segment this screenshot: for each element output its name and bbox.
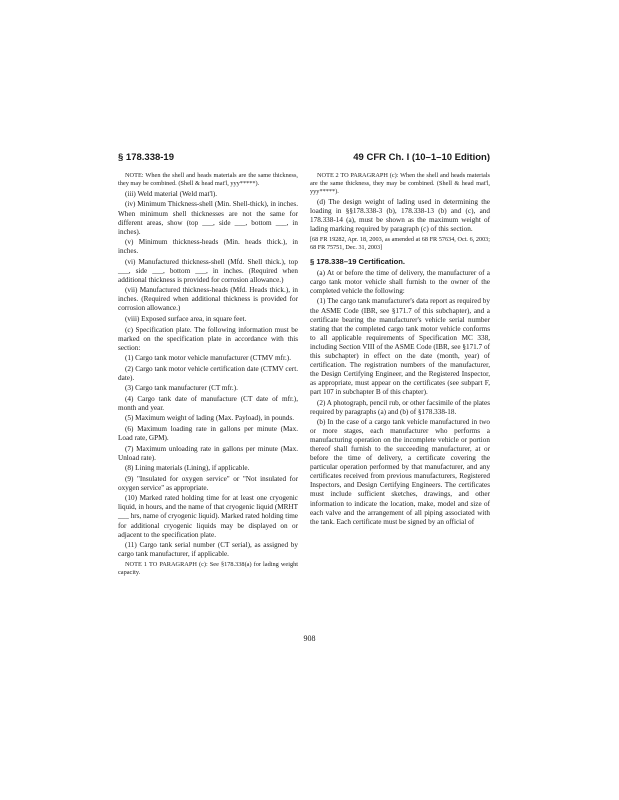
body-paragraph: (8) Lining materials (Lining), if applicable.	[125, 464, 250, 473]
body-paragraph: (4) Cargo tank date of manufacture (CT date of mfr.), month and year.	[118, 394, 298, 412]
body-paragraph: (11) Cargo tank serial number (CT serial), as assigned by cargo tank manufacturer, if applicable.	[118, 541, 298, 559]
right-column	[310, 172, 490, 528]
body-paragraph: (iv) Minimum Thickness-shell (Min. Shell-thick), in inches. When minimum shell thicknesses are not the same for different areas, show (top ___, side ___, bottom ___, in inches).	[118, 200, 298, 236]
note-paragraph: NOTE: When the shell and heads materials are the same thickness, they may be combined. (Shell & head mat'l, yyy*****).	[118, 172, 298, 188]
page-header	[118, 152, 490, 168]
body-paragraph: (6) Maximum loading rate in gallons per minute (Max. Load rate, GPM).	[118, 425, 298, 443]
body-paragraph: (iii) Weld material (Weld mat'l).	[125, 189, 218, 198]
source-citation: [68 FR 19282, Apr. 18, 2003, as amended at 68 FR 57634, Oct. 6, 2003; 68 FR 75751, Dec. 31, 2003]	[310, 235, 490, 251]
body-paragraph: (1) Cargo tank motor vehicle manufacturer (CTMV mfr.).	[125, 354, 291, 363]
note-paragraph: NOTE 1 TO PARAGRAPH (c): See §178.338(a) for lading weight capacity.	[118, 560, 298, 576]
body-paragraph: (3) Cargo tank manufacturer (CT mfr.).	[125, 384, 238, 393]
cfr-citation: 49 CFR Ch. I (10–1–10 Edition)	[353, 152, 490, 163]
body-paragraph: (viii) Exposed surface area, in square feet.	[125, 315, 247, 324]
body-paragraph: (vii) Manufactured thickness-heads (Mfd. Heads thick.), in inches. (Required when additional thickness is provided for corrosion allowance.)	[118, 286, 298, 313]
body-paragraph: (b) In the case of a cargo tank vehicle manufactured in two or more stages, each manufacturer who performs a manufacturing operation on the incomplete vehicle or portion thereof shall furnish to the succeeding manufacturer, at or before the time of delivery, a certificate covering the particular operation performed by that manufacturer, and any certificates received from previous manufacturers, Registered Inspectors, and Design Certifying Engineers. The certificates must include sufficient sketches, drawings, and other information to indicate the location, make, model and size of each valve and the arrangement of all piping associated with the tank. Each certificate must be signed by an official of	[310, 418, 490, 526]
page-number: 908	[303, 634, 316, 643]
body-paragraph: (v) Minimum thickness-heads (Min. heads thick.), in inches.	[118, 238, 298, 256]
body-paragraph: (d) The design weight of lading used in determining the loading in §§178.338-3 (b), 178.338-13 (b) and (c), and 178.338-14 (a), must be shown as the maximum weight of lading marking required by paragraph (c) of this section.	[310, 198, 490, 234]
body-paragraph: (7) Maximum unloading rate in gallons per minute (Max. Unload rate).	[118, 444, 298, 462]
section-heading: § 178.338–19 Certification.	[310, 256, 405, 266]
body-paragraph: (c) Specification plate. The following information must be marked on the specification plate in accordance with this section:	[118, 325, 298, 352]
body-paragraph: (a) At or before the time of delivery, the manufacturer of a cargo tank motor vehicle shall furnish to the owner of the completed vehicle the following:	[310, 268, 490, 295]
body-paragraph: (5) Maximum weight of lading (Max. Payload), in pounds.	[125, 414, 295, 423]
body-paragraph: (10) Marked rated holding time for at least one cryogenic liquid, in hours, and the name of that cryogenic liquid (MRHT ___ hrs, name of cryogenic liquid). Marked rated holding time for additional cryogenic liquids may be displayed on or adjacent to the specification plate.	[118, 494, 298, 539]
left-column	[118, 172, 298, 579]
body-paragraph: (vi) Manufactured thickness-shell (Mfd. Shell thick.), top ___, side ___, bottom ___, in inches. (Required when additional thickness is provided for corrosion allowance.)	[118, 257, 298, 284]
body-paragraph: (2) Cargo tank motor vehicle certification date (CTMV cert. date).	[118, 364, 298, 382]
section-number: § 178.338-19	[118, 152, 174, 163]
body-paragraph: (1) The cargo tank manufacturer's data report as required by the ASME Code (IBR, see §171.7 of this subchapter), and a certificate bearing the manufacturer's vehicle serial number stating that the completed cargo tank motor vehicle conforms to all applicable requirements of Specification MC 338, including Section VIII of the ASME Code (IBR, see §171.7 of this subchapter) in effect on the date (month, year) of certification. The registration numbers of the manufacturer, the Design Certifying Engineer, and the Registered Inspector, as appropriate, must appear on the certificates (see subpart F, part 107 in subchapter B of this chapter).	[310, 297, 490, 396]
note-paragraph: NOTE 2 TO PARAGRAPH (c): When the shell and heads materials are the same thickness, they may be combined. (Shell & head mat'l, yyy*****).	[310, 172, 490, 196]
body-paragraph: (2) A photograph, pencil rub, or other facsimile of the plates required by paragraphs (a) and (b) of §178.338-18.	[310, 398, 490, 416]
body-paragraph: (9) "Insulated for oxygen service" or "Not insulated for oxygen service" as appropriate.	[118, 474, 298, 492]
